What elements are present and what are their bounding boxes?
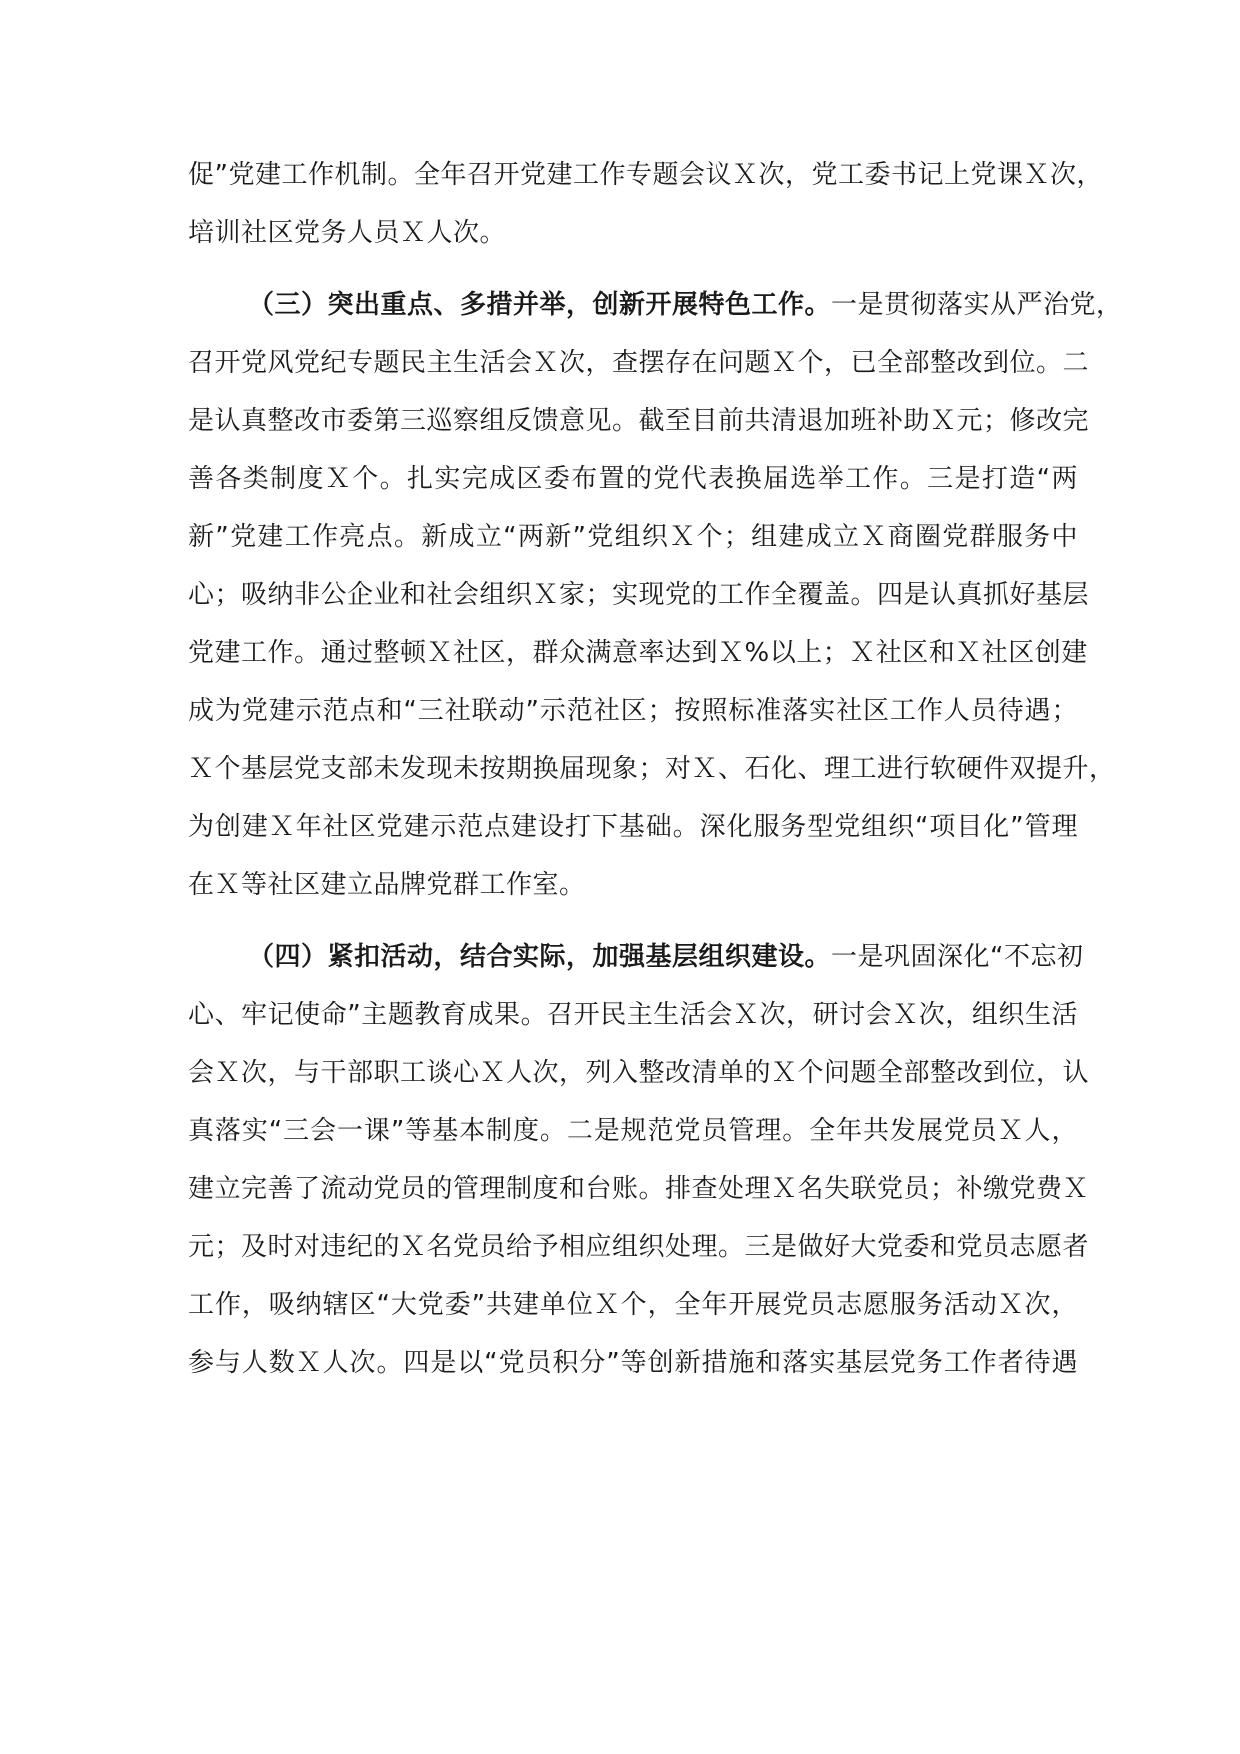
section4-heading: （四）紧扣活动，结合实际，加强基层组织建设。 [248,942,832,972]
section4-line: 工作，吸纳辖区“大党委”共建单位Ｘ个，全年开展党员志愿服务活动Ｘ次， [188,1290,1078,1320]
section3-line: 在Ｘ等社区建立品牌党群工作室。 [188,870,586,900]
section3-line: 为创建Ｘ年社区党建示范点建设打下基础。深化服务型党组织“项目化”管理 [188,812,1078,842]
section4-line: 心、牢记使命”主题教育成果。召开民主生活会Ｘ次，研讨会Ｘ次，组织生活 [188,1000,1078,1030]
section3-line: 召开党风党纪专题民主生活会Ｘ次，查摆存在问题Ｘ个，已全部整改到位。二 [188,348,1090,378]
section3-heading: （三）突出重点、多措并举，创新开展特色工作。 [248,290,832,320]
intro-line-2: 培训社区党务人员Ｘ人次。 [188,218,507,248]
section4-line: 参与人数Ｘ人次。四是以“党员积分”等创新措施和落实基层党务工作者待遇 [188,1348,1078,1378]
section3-line: Ｘ个基层党支部未发现未按期换届现象；对Ｘ、石化、理工进行软硬件双提升， [188,754,1116,784]
section3-line: 善各类制度Ｘ个。扎实完成区委布置的党代表换届选举工作。三是打造“两 [188,464,1078,494]
section4-line: 元；及时对违纪的Ｘ名党员给予相应组织处理。三是做好大党委和党员志愿者 [188,1232,1090,1262]
section3-first-line [248,289,1123,321]
section3-line: 是认真整改市委第三巡察组反馈意见。截至目前共清退加班补助Ｘ元；修改完 [188,406,1090,436]
section3-first-line-rest: 一是贯彻落实从严治党， [831,290,1123,320]
section4-line: 会Ｘ次，与干部职工谈心Ｘ人次，列入整改清单的Ｘ个问题全部整改到位，认 [188,1058,1090,1088]
section4-first-line-rest: 一是巩固深化“不忘初 [831,942,1084,972]
section4-line: 建立完善了流动党员的管理制度和台账。排查处理Ｘ名失联党员；补缴党费Ｘ [188,1174,1090,1204]
section3-line: 党建工作。通过整顿Ｘ社区，群众满意率达到Ｘ%以上；Ｘ社区和Ｘ社区创建 [188,638,1088,668]
section3-line: 新”党建工作亮点。新成立“两新”党组织Ｘ个；组建成立Ｘ商圈党群服务中 [188,522,1078,552]
section3-line: 心；吸纳非公企业和社会组织Ｘ家；实现党的工作全覆盖。四是认真抓好基层 [188,580,1090,610]
section3-line: 成为党建示范点和“三社联动”示范社区；按照标准落实社区工作人员待遇； [188,696,1078,726]
intro-line-1: 促”党建工作机制。全年召开党建工作专题会议Ｘ次，党工委书记上党课Ｘ次， [188,160,1103,190]
section4-line: 真落实“三会一课”等基本制度。二是规范党员管理。全年共发展党员Ｘ人， [188,1116,1078,1146]
section4-first-line [248,941,1084,973]
